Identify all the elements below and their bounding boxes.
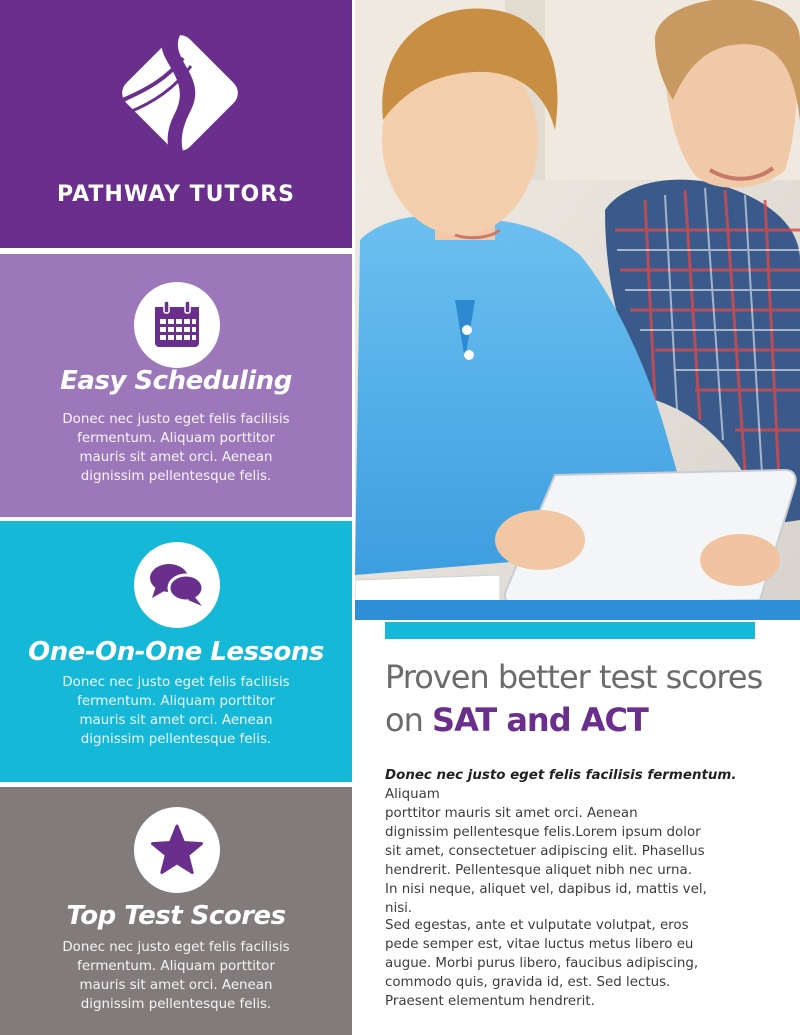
feature-description: Donec nec justo eget felis facilisis fermentum. Aliquam porttitor mauris sit amet orci. Aenean dignissim pellentesque felis. <box>62 412 290 484</box>
body-paragraph-2: Sed egestas, ante et vulputate volutpat, eros pede semper est, vitae luctus metus libero eu augue. Morbi purus libero, faucibus adipiscing, commodo quis, gravida id, est. Sed lectus. Praesent elementum hendrerit. <box>385 918 699 1009</box>
feature-description: Donec nec justo eget felis facilisis fermentum. Aliquam porttitor mauris sit amet orci. Aenean dignissim pellentesque felis. <box>62 940 290 1012</box>
headline-line-1: Proven better test scores <box>385 658 763 696</box>
brand-name: PATHWAY TUTORS <box>57 182 295 207</box>
paragraph-lead: Donec nec justo eget felis facilisis fermentum. <box>385 768 737 783</box>
feature-title: One-On-One Lessons <box>28 637 324 667</box>
chat-icon-badge <box>134 542 220 628</box>
feature-title: Easy Scheduling <box>60 366 292 396</box>
photo-illustration <box>355 0 800 620</box>
feature-description: Donec nec justo eget felis facilisis fermentum. Aliquam porttitor mauris sit amet orci. Aenean dignissim pellentesque felis. <box>62 675 290 747</box>
feature-panel-lessons <box>0 521 352 782</box>
headline-line-2: on SAT and ACT <box>385 701 648 739</box>
star-icon-badge <box>134 807 220 893</box>
headline <box>385 656 790 742</box>
road-diamond-icon <box>105 18 255 168</box>
tutoring-photo <box>355 0 800 620</box>
star-icon <box>150 824 204 876</box>
headline-emphasis: SAT and ACT <box>432 701 648 739</box>
calendar-icon <box>151 299 203 351</box>
accent-bar <box>385 622 755 639</box>
feature-title: Top Test Scores <box>66 901 286 931</box>
logo-panel <box>0 0 352 248</box>
feature-panel-scores <box>0 787 352 1035</box>
chat-bubbles-icon <box>148 560 206 610</box>
calendar-icon-badge <box>134 282 220 368</box>
body-paragraph-1: Donec nec justo eget felis facilisis fermentum. Aliquam porttitor mauris sit amet orci. Aenean dignissim pellentesque felis.Lorem ipsum dolor sit amet, consectetuer adipiscing elit. Phasellus hendrerit. Pellentesque aliquet nibh nec urna. In nisi neque, aliquet vel, dapibus id, mattis vel, nisi. <box>385 768 737 916</box>
feature-panel-scheduling <box>0 254 352 517</box>
